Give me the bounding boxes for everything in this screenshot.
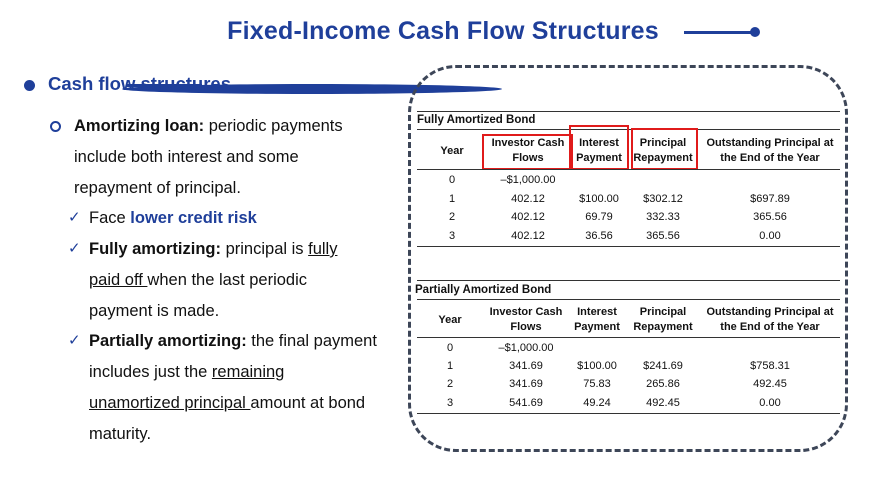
partially-table-title: Partially Amortized Bond [415,284,552,296]
title-bar [0,14,880,54]
header-principal-line1: Principal [639,306,687,318]
partially-amortizing-post: amount at bond maturity. [89,394,366,443]
fully-amortizing-pre: principal is [221,240,309,258]
cell-principal: 332.33 [646,211,680,223]
fully-amortizing-post: when the last periodic payment is made. [89,271,308,320]
page-title: Fixed-Income Cash Flow Structures [227,17,659,45]
cell-outstanding: 0.00 [759,230,781,242]
cell-principal: 265.86 [646,378,680,390]
table-rule [417,280,840,281]
fully-table-title: Fully Amortized Bond [417,114,536,126]
cell-year: 3 [446,397,454,409]
cell-interest: 49.24 [583,397,611,409]
header-year: Year [440,145,464,157]
header-cash-line1: Investor Cash [491,137,565,149]
amortizing-loan-text [74,111,374,204]
cell-cash: –$1,000.00 [498,342,554,354]
table-rule [417,299,840,300]
cell-year: 1 [446,360,454,372]
cell-outstanding: $758.31 [750,360,790,372]
cell-cash: 341.69 [509,378,543,390]
check-icon: ✓ [68,240,81,257]
cell-year: 0 [448,174,456,186]
header-principal [630,305,696,335]
cell-principal: 492.45 [646,397,680,409]
header-interest-line2: Payment [576,152,622,164]
highlight-box-principal [631,128,698,170]
paid-off-underline: paid off [89,271,148,289]
header-cash-line2: Flows [510,321,542,333]
partially-amortizing-text [89,326,379,450]
header-year: Year [438,314,462,326]
cell-outstanding: 365.56 [753,211,787,223]
credit-risk-prefix: Face [89,209,131,227]
table-rule [417,413,840,414]
cell-outstanding: 0.00 [759,397,781,409]
header-outstanding-line1: Outstanding Principal at [706,137,834,149]
cell-principal: $302.12 [643,193,683,205]
header-cash-line2: Flows [512,152,544,164]
section-heading: Cash flow structures [48,73,231,94]
highlight-box-cash [482,134,573,170]
cell-cash: 341.69 [509,360,543,372]
bullet-ring-icon [50,121,61,132]
title-right-dot [750,27,760,37]
partially-amortizing-pre: the final payment includes just the [89,332,377,381]
header-outstanding [700,136,840,166]
table-rule [417,246,840,247]
cell-interest: 75.83 [583,378,611,390]
cell-interest: 36.56 [585,230,613,242]
check-icon: ✓ [68,209,81,226]
cell-year: 2 [448,211,456,223]
amortizing-loan-definition: periodic payments include both interest and some repayment of principal. [74,117,343,197]
header-interest-line1: Interest [577,306,617,318]
cell-cash: 541.69 [509,397,543,409]
cell-outstanding: $697.89 [750,193,790,205]
unamortized-principal-underline: unamortized principal [89,394,251,412]
bullet-dot-icon [24,80,35,91]
cell-year: 1 [448,193,456,205]
header-interest [569,305,625,335]
cell-year: 2 [446,378,454,390]
header-interest-line2: Payment [574,321,620,333]
cell-interest: $100.00 [579,193,619,205]
fully-amortizing-term: Fully amortizing: [89,240,221,258]
credit-risk-highlight: lower credit risk [130,209,257,227]
cell-cash: –$1,000.00 [500,174,556,186]
title-right-line [684,31,754,34]
fully-amortizing-text [89,234,359,327]
header-principal-line2: Repayment [633,152,693,164]
partially-amortizing-term: Partially amortizing: [89,332,247,350]
amortizing-loan-term: Amortizing loan: [74,117,205,135]
header-cash-line1: Investor Cash [489,306,563,318]
cell-cash: 402.12 [511,211,545,223]
check-icon: ✓ [68,332,81,349]
credit-risk-text [89,203,389,234]
remaining-underline: remaining [211,363,285,381]
header-interest-line1: Interest [579,137,619,149]
header-outstanding [700,305,840,335]
cell-outstanding: 492.45 [753,378,787,390]
header-principal-line1: Principal [639,137,687,149]
table-rule [417,111,840,112]
fully-underline: fully [308,240,338,258]
cell-cash: 402.12 [511,193,545,205]
header-outstanding-line1: Outstanding Principal at [706,306,834,318]
header-principal-line2: Repayment [633,321,693,333]
cell-principal: $241.69 [643,360,683,372]
cell-interest: $100.00 [577,360,617,372]
header-outstanding-line2: the End of the Year [720,321,820,333]
header-outstanding-line2: the End of the Year [720,152,820,164]
cell-interest: 69.79 [585,211,613,223]
table-rule [417,337,840,338]
cell-year: 3 [448,230,456,242]
table-rule [417,169,840,170]
highlight-box-interest [569,125,629,170]
header-cash [482,305,570,335]
cell-principal: 365.56 [646,230,680,242]
cell-year: 0 [446,342,454,354]
cell-cash: 402.12 [511,230,545,242]
